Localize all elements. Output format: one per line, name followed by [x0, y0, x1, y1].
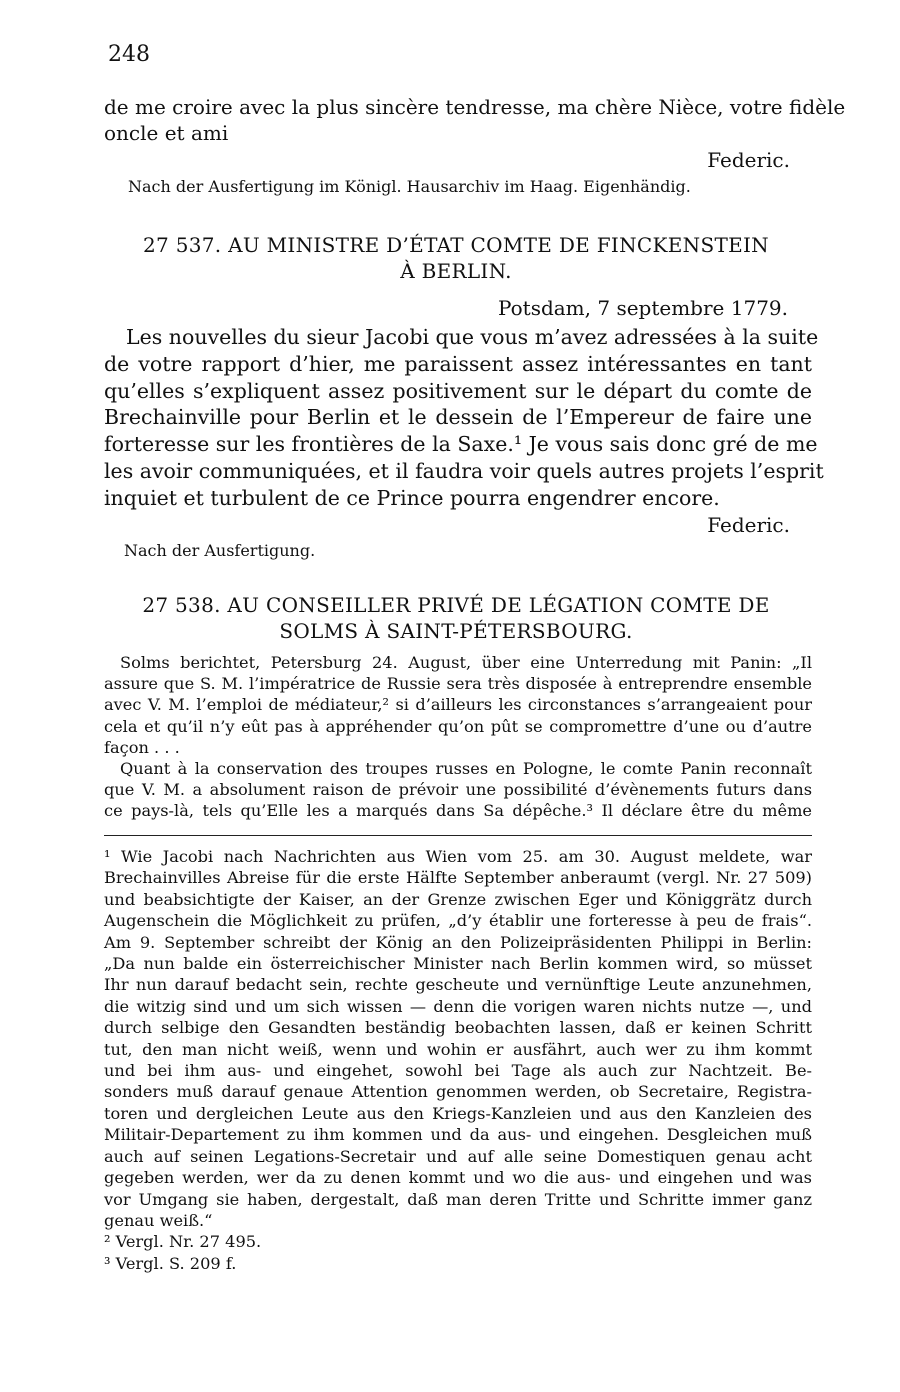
summary-line: avec V. M. l’emploi de médiateur,² si d’ailleurs les circonstances s’arrangeaient pour — [104, 695, 812, 715]
source-note: Nach der Ausfertigung. — [124, 541, 316, 560]
footnote-line: sonders muß darauf genaue Attention genommen werden, ob Secretaire, Registra- — [104, 1082, 812, 1102]
body-line: inquiet et turbulent de ce Prince pourra engendrer encore. — [104, 485, 720, 510]
footnote-line: die witzig sind und um sich wissen — denn die vorigen waren nichts nutze —, und — [104, 996, 812, 1016]
closing-line: oncle et ami — [104, 121, 229, 145]
letter-summary — [104, 652, 812, 822]
footnote-line: und bei ihm aus- und eingehet, sowohl bei Tage als auch zur Nachtzeit. Be- — [104, 1061, 812, 1081]
summary-line: ce pays-là, tels qu’Elle les a marqués dans Sa dépêche.³ Il déclare être du même — [104, 801, 812, 821]
summary-line: assure que S. M. l’impératrice de Russie sera très disposée à entreprendre ensemble — [104, 674, 812, 694]
footnote-line: und beabsichtigte der Kaiser, an der Grenze zwischen Eger und Königgrätz durch — [104, 889, 812, 909]
body-line: de votre rapport d’hier, me paraissent assez intéressantes en tant — [104, 351, 812, 376]
letter-heading — [110, 592, 802, 644]
footnote-line: Brechainvilles Abreise für die erste Hälfte September anberaumt (vergl. Nr. 27 509) — [104, 868, 812, 888]
place-date: Potsdam, 7 septembre 1779. — [497, 296, 788, 320]
letter-heading — [110, 232, 802, 284]
body-line: les avoir communiquées, et il faudra voir quels autres projets l’esprit — [104, 458, 824, 483]
signature: Federic. — [707, 148, 790, 172]
source-note: Nach der Ausfertigung im Königl. Hausarchiv im Haag. Eigenhändig. — [128, 177, 691, 196]
footnote-line: tut, den man nicht weiß, wenn und wohin er ausfährt, auch wer zu ihm kommt — [104, 1039, 812, 1059]
signature: Federic. — [707, 513, 790, 537]
footnote-2: ² Vergl. Nr. 27 495. — [104, 1232, 262, 1252]
footnote-line: auch auf seinen Legations-Secretair und auf alle seine Domestiquen genau acht — [104, 1146, 812, 1166]
footnote-line: gegeben werden, wer da zu denen kommt und wo die aus- und eingehen und was — [104, 1168, 812, 1188]
footnote-line: Ihr nun darauf bedacht sein, rechte gescheute und vernünftige Leute anzunehmen, — [104, 975, 812, 995]
heading-line: 27 537. AU MINISTRE D’ÉTAT COMTE DE FINCKENSTEIN — [142, 233, 769, 257]
footnote-divider — [104, 835, 812, 836]
closing-line: de me croire avec la plus sincère tendresse, ma chère Nièce, votre fidèle — [104, 95, 846, 119]
page-number: 248 — [108, 42, 150, 67]
footnote-line: ¹ Wie Jacobi nach Nachrichten aus Wien vom 25. am 30. August meldete, war — [104, 847, 812, 866]
summary-line: Solms berichtet, Petersburg 24. August, über eine Unterredung mit Panin: „Il — [120, 653, 812, 672]
body-line: qu’elles s’expliquent assez positivement sur le départ du comte de — [104, 378, 812, 403]
heading-line: À BERLIN. — [400, 259, 512, 283]
body-line: Les nouvelles du sieur Jacobi que vous m’avez adressées à la suite — [126, 325, 819, 349]
footnote-line: Augenschein die Möglichkeit zu prüfen, „d’y établir une forteresse à peu de frais“. — [104, 911, 812, 931]
footnote-line: „Da nun balde ein österreichischer Minister nach Berlin kommen wird, so müsset — [104, 954, 812, 974]
body-line: Brechainville pour Berlin et le dessein de l’Empereur de faire une — [104, 405, 812, 430]
footnote-line: Militair-Departement zu ihm kommen und da aus- und eingehen. Desgleichen muß — [104, 1125, 812, 1145]
summary-line: cela et qu’il n’y eût pas à appréhender qu’on pût se compromettre d’une ou d’autre — [104, 716, 812, 736]
closing-text — [104, 94, 846, 146]
summary-line: Quant à la conservation des troupes russes en Pologne, le comte Panin reconnaît — [120, 759, 812, 779]
heading-line: 27 538. AU CONSEILLER PRIVÉ DE LÉGATION COMTE DE — [142, 593, 770, 617]
footnote-3: ³ Vergl. S. 209 f. — [104, 1253, 237, 1273]
footnote-line: toren und dergleichen Leute aus den Kriegs-Kanzleien und aus den Kanzleien des — [104, 1103, 812, 1123]
footnote-line: vor Umgang sie haben, dergestalt, daß man deren Tritte und Schritte immer ganz — [104, 1189, 812, 1209]
summary-line: que V. M. a absolument raison de prévoir une possibilité d’évènements futurs dans — [104, 780, 812, 800]
heading-line: SOLMS À SAINT-PÉTERSBOURG. — [279, 619, 633, 643]
body-line: forteresse sur les frontières de la Saxe.¹ Je vous sais donc gré de me — [104, 432, 818, 457]
footnote-line: durch selbige den Gesandten beständig beobachten lassen, daß er keinen Schritt — [104, 1018, 812, 1038]
letter-body — [104, 324, 824, 512]
footnotes — [104, 846, 812, 1274]
footnote-line: Am 9. September schreibt der König an den Polizeipräsidenten Philippi in Berlin: — [104, 932, 812, 952]
footnote-line: genau weiß.“ — [104, 1210, 213, 1230]
summary-line: façon . . . — [104, 737, 180, 757]
